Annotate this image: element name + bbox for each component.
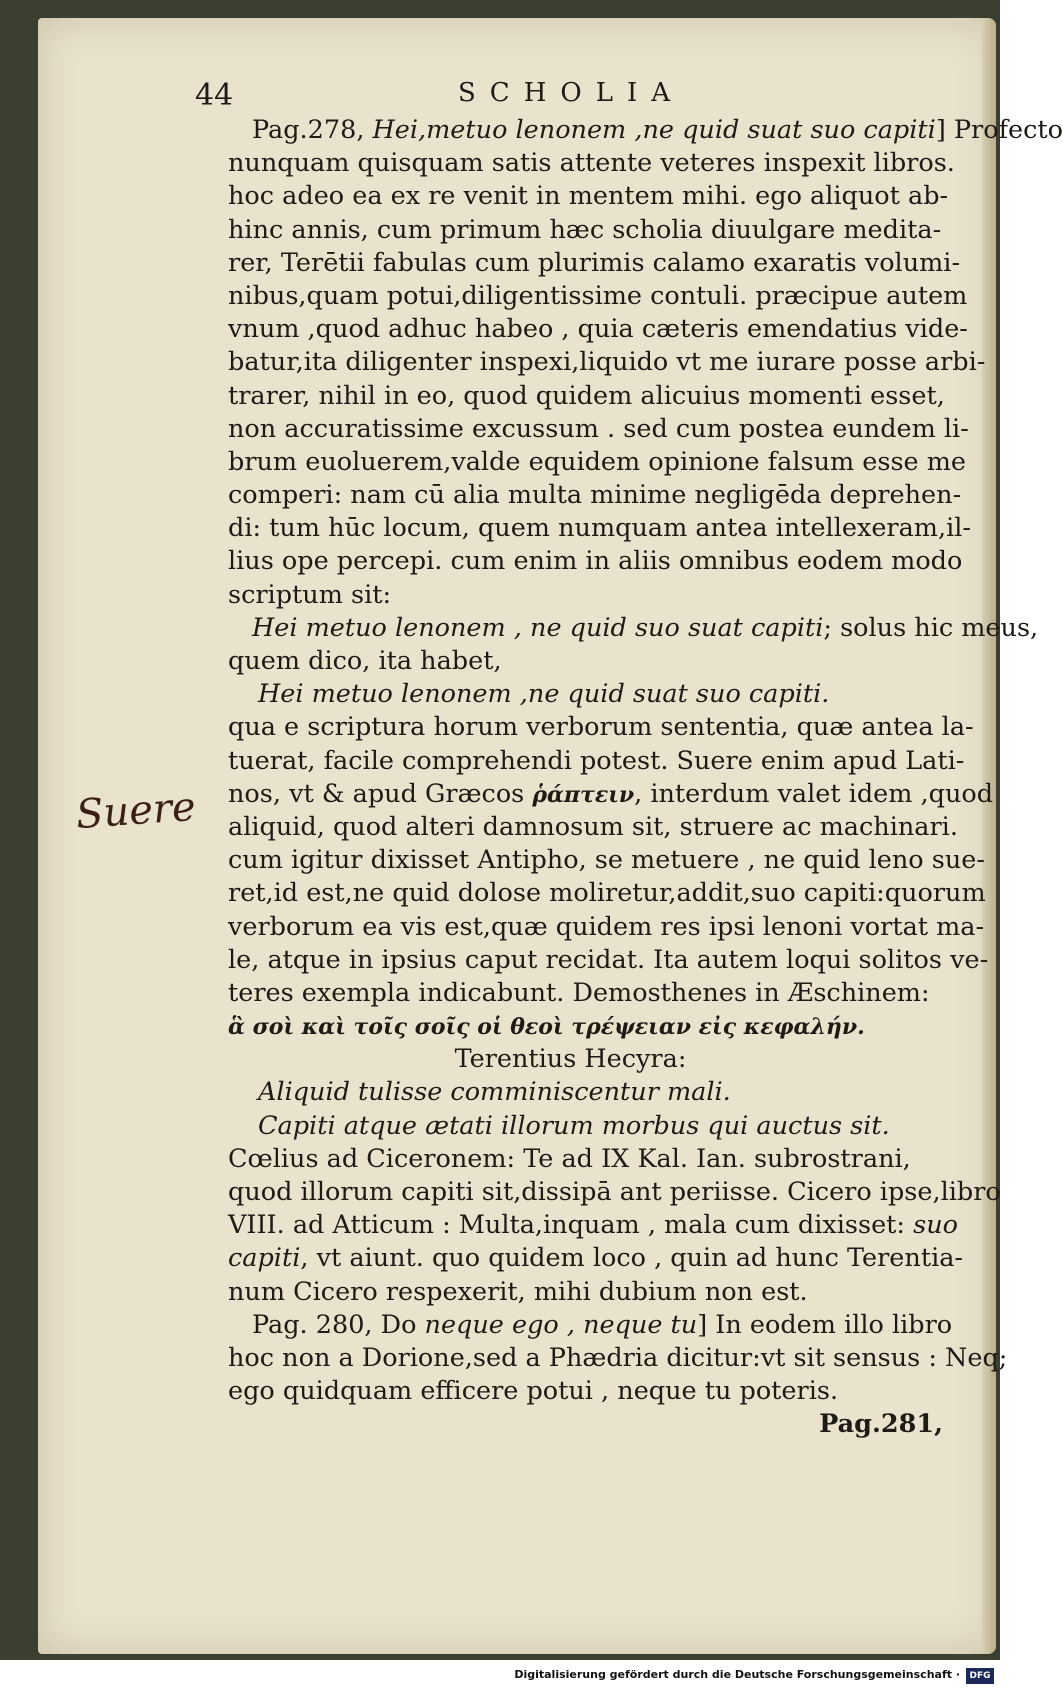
roman-text: ret,id est,ne quid dolose moliretur,addit,suo capiti:quorum (228, 878, 986, 909)
text-line (228, 114, 1063, 147)
roman-text: quod illorum capiti sit,dissipā ant periisse. Cicero ipse,libro (228, 1177, 1001, 1207)
roman-text: rer, Terētii fabulas cum plurimis calamo exaratis volumi- (228, 247, 961, 278)
text-line (228, 313, 968, 346)
text-line (228, 512, 972, 545)
footer-credit: Digitalisierung gefördert durch die Deutsche Forschungsgemeinschaft · (514, 1668, 960, 1681)
italic-text: Hei,metuo lenonem ,ne quid suat suo capiti (372, 115, 936, 145)
roman-text: Pag. 280, Do (252, 1309, 425, 1340)
roman-text: nunquam quisquam satis attente veteres inspexit libros. (228, 148, 955, 179)
text-line (228, 446, 967, 479)
roman-text: , interdum valet idem ,quod (634, 778, 994, 809)
text-line (228, 678, 953, 711)
italic-text: neque ego , neque tu (424, 1309, 698, 1340)
text-line (228, 147, 953, 180)
roman-text: trarer, nihil in eo, quod quidem alicuius momenti esset, (228, 380, 945, 411)
text-line (228, 1408, 953, 1441)
roman-text: non accuratissime excussum . sed cum postea eundem li- (228, 413, 969, 444)
roman-text: quem dico, ita habet, (228, 646, 502, 676)
text-line (228, 745, 965, 778)
roman-text: VIII. ad Atticum : Multa,inquam , mala cum dixisset: (228, 1210, 914, 1241)
italic-text: Hei metuo lenonem , ne quid suo suat capiti (252, 612, 824, 643)
text-line (228, 1176, 1001, 1209)
roman-text: le, atque in ipsius caput recidat. Ita autem loqui solitos ve- (228, 944, 989, 975)
roman-text: nibus,quam potui,diligentissime contuli. præcipue autem (228, 280, 968, 311)
italic-text: Capiti atque ætati illorum morbus qui auctus sit. (258, 1110, 890, 1141)
dfg-logo: DFG (966, 1668, 994, 1684)
text-line (228, 1242, 964, 1275)
text-line (228, 778, 994, 811)
text-line (228, 1342, 1008, 1375)
text-line (228, 1375, 953, 1408)
text-line (228, 280, 968, 313)
text-line (228, 346, 986, 379)
roman-text: , vt aiunt. quo quidem loco , quin ad hunc Terentia- (300, 1243, 964, 1274)
roman-text: hinc annis, cum primum hæc scholia diuulgare medita- (228, 214, 942, 245)
footer-bar (0, 1660, 1000, 1694)
text-line (228, 1309, 953, 1342)
roman-text: Pag.278, (252, 115, 373, 145)
text-line (228, 977, 953, 1010)
body-text (228, 114, 1063, 1442)
roman-text: comperi: nam cū alia multa minime negligēda deprehen- (228, 480, 962, 511)
italic-text: Hei metuo lenonem ,ne quid suat suo capiti. (258, 679, 830, 710)
text-line (228, 1010, 953, 1043)
text-line (228, 1276, 953, 1309)
page-edge (982, 18, 996, 1654)
roman-text: Pag.281, (819, 1409, 943, 1440)
greek-text: ῥάπτειν (532, 781, 635, 808)
roman-text: lius ope percepi. cum enim in aliis omnibus eodem modo (228, 546, 963, 577)
roman-text: nos, vt & apud Græcos (228, 778, 533, 809)
text-line (228, 1110, 953, 1143)
roman-text: cum igitur dixisset Antipho, se metuere , ne quid leno sue- (228, 845, 985, 876)
roman-text: ] Profecto (935, 115, 1063, 145)
roman-text: batur,ita diligenter inspexi,liquido vt me iurare posse arbi- (228, 347, 986, 378)
roman-text: tuerat, facile comprehendi potest. Suere enim apud Lati- (228, 745, 965, 776)
roman-text: vnum ,quod adhuc habeo , quia cæteris emendatius vide- (228, 314, 968, 345)
text-line (228, 380, 953, 413)
text-line (228, 413, 969, 446)
roman-text: ego quidquam efficere potui , neque tu poteris. (228, 1376, 839, 1407)
roman-text: hoc non a Dorione,sed a Phædria dicitur:vt sit sensus : Neq; (228, 1342, 1008, 1373)
text-line (228, 711, 974, 744)
text-line (228, 612, 1039, 645)
page-number: 44 (195, 78, 234, 113)
text-line (228, 1209, 958, 1242)
italic-text: Aliquid tulisse comminiscentur mali. (258, 1077, 731, 1108)
text-line (228, 645, 953, 678)
text-line (228, 180, 953, 213)
roman-text: qua e scriptura horum verborum sententia, quæ antea la- (228, 712, 974, 743)
text-line (228, 944, 989, 977)
roman-text: num Cicero respexerit, mihi dubium non est. (228, 1276, 808, 1307)
text-line (228, 214, 953, 247)
text-line (228, 579, 953, 612)
greek-text: ἃ σοὶ καὶ τοῖς σοῖς οἱ θεοὶ τρέψειαν εἰς κεφαλήν. (228, 1014, 865, 1041)
text-line (228, 1076, 953, 1109)
text-line (228, 877, 986, 910)
text-line (228, 479, 962, 512)
text-line (228, 545, 963, 578)
text-line (228, 1143, 953, 1176)
roman-text: scriptum sit: (228, 579, 392, 610)
italic-text: capiti (228, 1243, 301, 1274)
roman-text: Cœlius ad Ciceronem: Te ad IX Kal. Ian. subrostrani, (228, 1143, 911, 1174)
text-line (228, 1043, 953, 1076)
roman-text: ; solus hic meus, (823, 612, 1039, 643)
book-page (38, 18, 1063, 1654)
roman-text: teres exempla indicabunt. Demosthenes in Æschinem: (228, 977, 930, 1008)
roman-text: hoc adeo ea ex re venit in mentem mihi. ego aliquot ab- (228, 181, 949, 212)
roman-text: aliquid, quod alteri damnosum sit, struere ac machinari. (228, 811, 958, 842)
text-line (228, 811, 958, 844)
text-line (228, 911, 985, 944)
running-head: SCHOLIA (458, 78, 685, 108)
roman-text: verborum ea vis est,quæ quidem res ipsi lenoni vortat ma- (228, 911, 985, 942)
roman-text: ] In eodem illo libro (697, 1309, 953, 1340)
roman-text: brum euoluerem,valde equidem opinione falsum esse me (228, 446, 967, 477)
roman-text: di: tum hūc locum, quem numquam antea intellexeram,il- (228, 513, 972, 544)
text-line (228, 844, 985, 877)
margin-note-handwritten: Suere (74, 783, 198, 839)
page-header (38, 78, 996, 118)
roman-text: Terentius Hecyra: (454, 1044, 687, 1075)
text-line (228, 247, 961, 280)
italic-text: suo (913, 1210, 958, 1241)
